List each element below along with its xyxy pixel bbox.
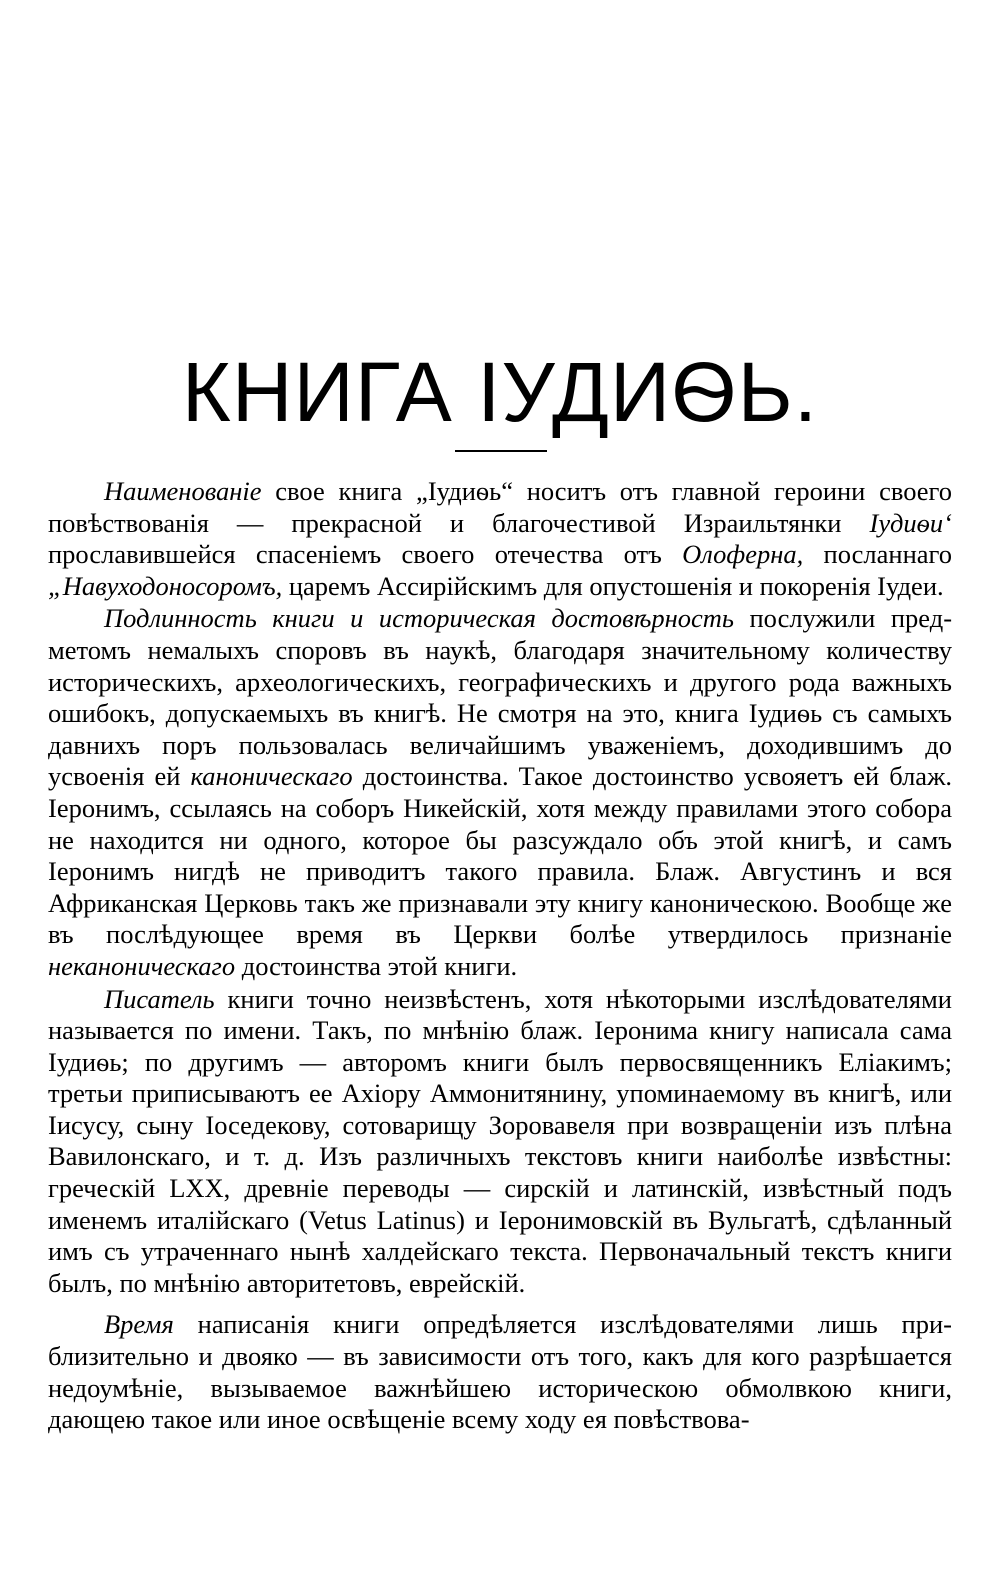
page-title: КНИГА ІУДИѲЬ. — [181, 345, 819, 439]
emphasized-term: Іудиѳи‘ — [869, 507, 952, 538]
paragraph-text: посланнаго — [803, 539, 952, 570]
emphasized-term: Подлинность книги и историческая достовѣрность — [104, 603, 734, 634]
emphasized-term: Наименованіе — [104, 476, 262, 506]
paragraph — [48, 603, 952, 982]
emphasized-term: „Навуходоносоромъ, — [48, 570, 283, 601]
paragraph-text: прославившейся спасеніемъ своего отечества отъ — [48, 539, 683, 570]
emphasized-term: каноническаго — [190, 761, 353, 792]
paragraph-text: написанія книги опредѣляется изслѣдователями лишь приблизительно и двояко — въ зависимости отъ того, какъ для кого разрѣшается недоумѣніе, вызываемое важнѣйшею историческою обмолвкою книги, дающею такое или иное освѣщеніе всему ходу ея повѣствова- — [48, 1309, 952, 1435]
emphasized-term: Олоферна, — [682, 539, 804, 570]
body-text — [48, 476, 952, 1436]
emphasized-term: Писатель — [104, 983, 215, 1014]
emphasized-term: Время — [104, 1309, 174, 1340]
paragraph-text: книги точно неизвѣстенъ, хотя нѣкоторыми изслѣдователями называется по имени. Такъ, по мнѣнію блаж. Іеронима книгу написала сама Іудиѳь; по другимъ — авторомъ книги былъ первосвященникъ Еліакимъ; третьи приписываютъ ее Ахіору Аммонитянину, упоминаемому въ книгѣ, или Іисусу, сыну Іоседекову, сотоварищу Зоровавеля при возвращеніи изъ плѣна Вавилонскаго, и т. д. Изъ различныхъ текстовъ книги наиболѣе извѣстны: греческій LXX, древніе переводы — сирскій и латинскій, извѣстный подъ именемъ италійскаго (Vetus Latinus) и Іеронимовскій въ Вульгатѣ, сдѣланный имъ съ утраченнаго нынѣ халдейскаго текста. Первоначальный текстъ книги былъ, по мнѣнію авторитетовъ, еврейскій. — [48, 983, 952, 1298]
title-divider — [455, 450, 547, 452]
paragraph — [48, 1309, 952, 1435]
paragraph-text: царемъ Ассирійскимъ для опустошенія и покоренія Іудеи. — [282, 570, 944, 601]
emphasized-term: неканоническаго — [48, 950, 236, 981]
paragraph — [48, 984, 952, 1300]
paragraph-text: достоинства этой книги. — [235, 950, 518, 981]
paragraph — [48, 476, 952, 602]
paragraph-text: свое книга „Іудиѳь“ носитъ отъ главной героини своего повѣствованія — прекрасной и благочестивой Израильтянки — [48, 476, 952, 538]
paragraph-text: послужили предметомъ немалыхъ споровъ въ наукѣ, благодаря значительному количеству историческихъ, археологическихъ, географическихъ и другого рода важныхъ ошибокъ, допускаемыхъ въ книгѣ. Не смотря на это, книга Іудиѳь съ самыхъ давнихъ поръ пользовалась величайшимъ уваженіемъ, доходившимъ до усвоенія ей — [48, 603, 953, 792]
paragraph-text: достоинства. Такое достоинство усвояетъ ей блаж. Іеронимъ, ссылаясь на соборъ Никейскій, хотя между правилами этого собора не находится ни одного, которое бы разсуждало объ этой книгѣ, и самъ Іеронимъ нигдѣ не приводитъ такого правила. Блаж. Августинъ и вся Африканская Церковь такъ же признавали эту книгу каноническою. Вообще же въ послѣдующее время въ Церкви болѣе утвердилось признаніе — [48, 761, 952, 950]
